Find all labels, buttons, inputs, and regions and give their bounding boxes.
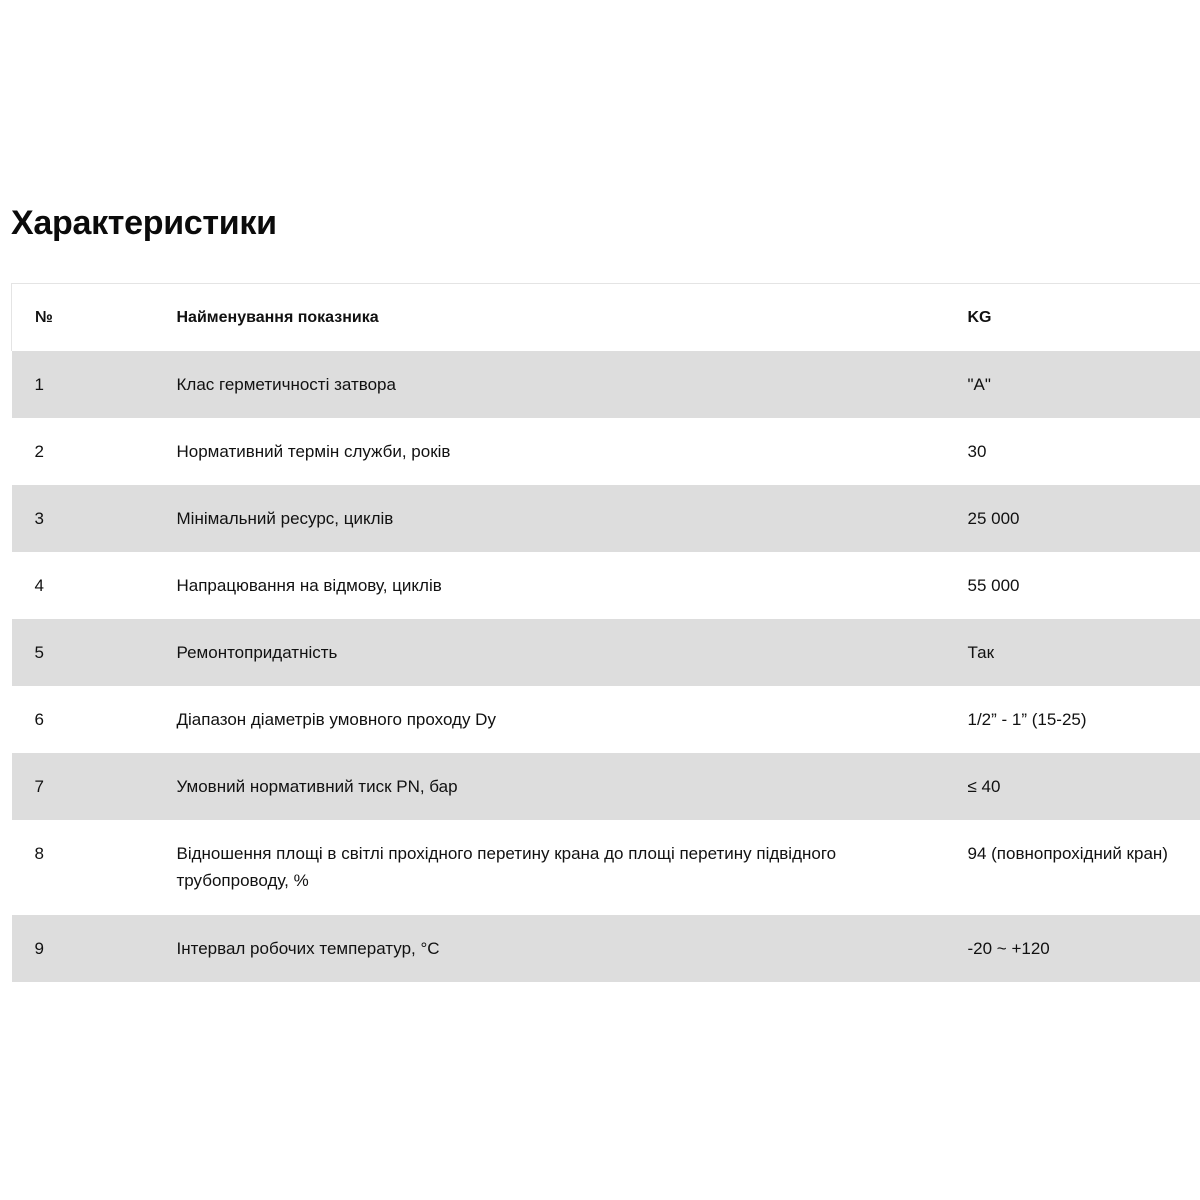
row-name: Ремонтопридатність (176, 642, 338, 662)
row-number: 1 (34, 374, 44, 394)
row-value: Так (967, 642, 995, 662)
row-name: Діапазон діаметрів умовного проходу Dy (176, 709, 496, 729)
row-value: 25 000 (967, 508, 1020, 528)
row-value: 1/2” - 1” (15-25) (967, 709, 1087, 729)
row-name: Напрацювання на відмову, циклів (176, 575, 442, 595)
row-name: Мінімальний ресурс, циклів (176, 508, 394, 528)
row-number: 5 (34, 642, 44, 662)
table-row (12, 686, 1200, 753)
header-number: № (12, 284, 177, 351)
table-row (12, 915, 1200, 982)
row-name: Відношення площі в світлі прохідного перетину крана до площі перетину підвідного трубопроводу, % (176, 843, 837, 890)
table-row (12, 820, 1200, 915)
row-number: 6 (34, 709, 44, 729)
table-row (12, 753, 1200, 820)
row-number: 4 (34, 575, 44, 595)
row-value: -20 ~ +120 (967, 938, 1050, 958)
row-value: ≤ 40 (967, 776, 1001, 796)
section-title: Характеристики (11, 204, 277, 242)
table-row (12, 351, 1200, 418)
row-value: 30 (967, 441, 987, 461)
row-number: 9 (34, 938, 44, 958)
table-row (12, 485, 1200, 552)
row-name: Клас герметичності затвора (176, 374, 396, 394)
row-value: 55 000 (967, 575, 1020, 595)
row-number: 2 (34, 441, 44, 461)
row-number: 8 (34, 843, 44, 863)
row-number: 3 (34, 508, 44, 528)
specs-table (11, 283, 1200, 982)
table-header-row (12, 284, 1200, 351)
table-row (12, 552, 1200, 619)
row-name: Нормативний термін служби, років (176, 441, 451, 461)
row-value: 94 (повнопрохідний кран) (967, 843, 1168, 863)
table-row (12, 619, 1200, 686)
header-value: KG (968, 284, 1200, 351)
row-value: "А" (967, 374, 991, 394)
header-name: Найменування показника (177, 284, 968, 351)
row-number: 7 (34, 776, 44, 796)
row-name: Умовний нормативний тиск PN, бар (176, 776, 458, 796)
table-row (12, 418, 1200, 485)
row-name: Інтервал робочих температур, °С (176, 938, 440, 958)
